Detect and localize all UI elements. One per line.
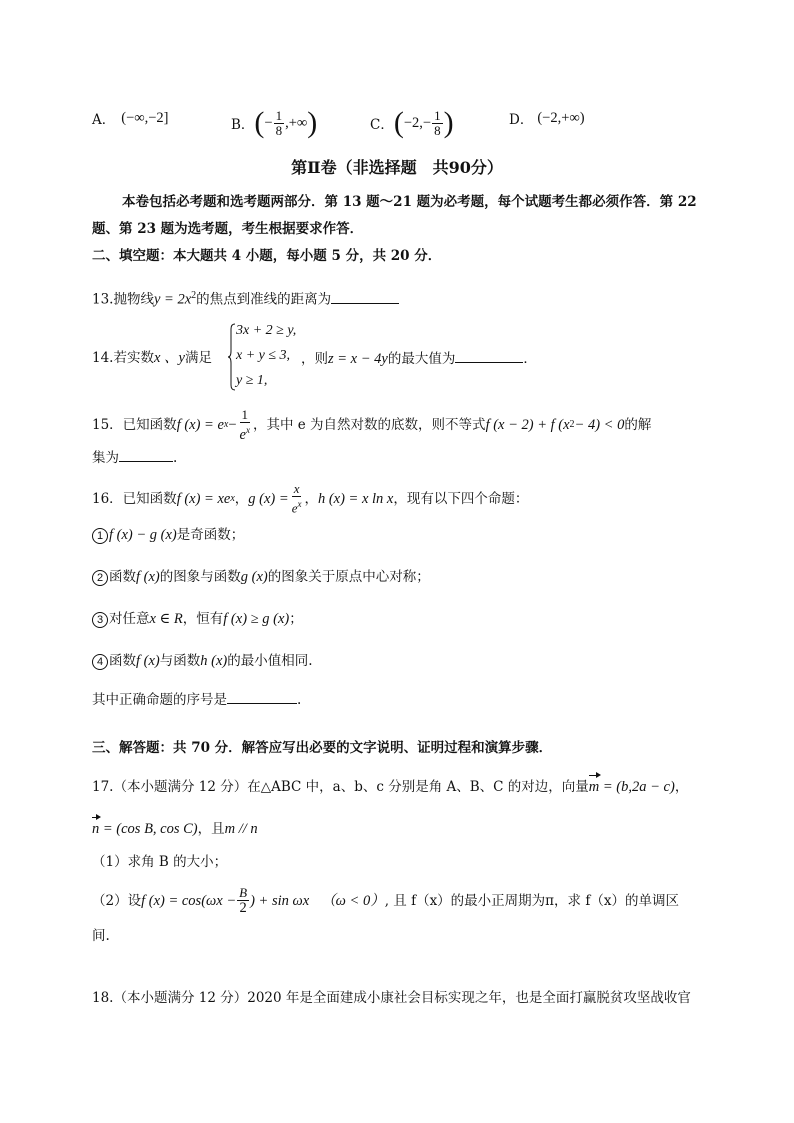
circled-number: 3 xyxy=(92,612,108,628)
question-13: 13.抛物线$y = 2x^2$的焦点到准线的距离为 xyxy=(92,286,399,310)
option-c-fraction: $\frac{1}{8}$ xyxy=(434,107,441,138)
proposition-2: 2 函数f (x)的图象与函数g (x)的图象关于原点中心对称； xyxy=(92,567,430,587)
q15-fraction: $\frac{1}{e^x}$ xyxy=(239,407,250,443)
question-14-lead: 14.若实数x 、y满足 xyxy=(92,350,212,366)
option-c: C． ( −2,− $\frac{1}{8}$ ) xyxy=(370,106,454,139)
option-a-value: (−∞,−2] xyxy=(121,109,169,126)
q17-fraction: $\frac{B}{2}$ xyxy=(239,885,248,916)
question-16-answer: 其中正确命题的序号是 . xyxy=(92,689,301,710)
option-a-label: A． xyxy=(92,112,116,128)
constraint-3: y ≥ 1, xyxy=(236,373,268,388)
question-17: 17.（本小题满分 12 分）在△ABC 中，a、b、c 分别是角 A、B、C 的对边，向量m = (b,2a − c)， xyxy=(92,779,689,795)
proposition-1: 1 f (x) − g (x)是奇函数； xyxy=(92,525,244,545)
fill-in-heading: 二、填空题：本大题共 4 小题，每小题 5 分，共 20 分． xyxy=(92,248,442,264)
constraint-2: x + y ≤ 3, xyxy=(236,348,291,363)
constraint-1: 3x + 2 ≥ y, xyxy=(236,323,297,338)
answer-blank-16 xyxy=(227,689,297,704)
question-17-part-2-line-2: 间. xyxy=(92,928,110,944)
option-b-label: B． xyxy=(231,117,255,133)
option-d-label: D． xyxy=(509,112,534,128)
question-18: 18.（本小题满分 12 分）2020 年是全面建成小康社会目标实现之年，也是全面打赢脱贫攻坚战收官 xyxy=(92,990,691,1006)
answer-blank-13 xyxy=(331,289,399,304)
option-a xyxy=(92,108,169,128)
section-2-intro-line-1: 本卷包括必考题和选考题两部分．第 13 题～21 题为必考题，每个试题考生都必须作答．第 22 xyxy=(122,194,697,210)
option-b-fraction: $\frac{1}{8}$ xyxy=(275,107,283,138)
question-17-part-2: （2）设 f (x) = cos(ωx − $\frac{B}{2}$ ) + sin ωx （ω < 0） , 且 f（x）的最小正周期为π，求 f（x）的单调区 xyxy=(92,885,679,916)
circled-number: 2 xyxy=(92,570,108,586)
question-15: 15．已知函数 f (x) = e x − $\frac{1}{e^x}$ ，其中 e 为自然对数的底数，则不等式 f (x − 2) + f (x 2 − 4) < 0 的解 xyxy=(92,407,652,443)
system-brace xyxy=(228,323,236,391)
circled-number: 4 xyxy=(92,654,108,670)
question-17-part-1: （1）求角 B 的大小； xyxy=(92,854,228,870)
option-c-label: C． xyxy=(370,117,394,133)
proposition-3: 3 对任意x ∈ R，恒有f (x) ≥ g (x)； xyxy=(92,609,303,629)
option-d: D． (−2,+∞) xyxy=(509,109,585,128)
question-15-line-2: 集为 . xyxy=(92,447,177,468)
solution-heading: 三、解答题：共 70 分．解答应写出必要的文字说明、证明过程和演算步骤． xyxy=(92,740,553,756)
answer-blank-14 xyxy=(455,348,523,363)
option-b: B． ( − $\frac{1}{8}$ ,+∞ ) xyxy=(231,106,318,139)
circled-number: 1 xyxy=(92,528,108,544)
answer-blank-15 xyxy=(119,447,173,462)
question-16: 16．已知函数 f (x) = xe x ， g (x) = $\frac{x}{e^x}$ ， h (x) = x ln x ，现有以下四个命题： xyxy=(92,481,529,516)
question-17-line-2: n = (cos B, cos C)，且m // n xyxy=(92,821,258,837)
section-2-title: 第Ⅱ卷（非选择题 共90分） xyxy=(291,158,503,177)
q16-fraction: $\frac{x}{e^x}$ xyxy=(291,481,302,516)
proposition-4: 4 函数f (x)与函数h (x)的最小值相同. xyxy=(92,651,313,671)
question-14-tail: ，则z = x − 4y的最大值为 ． xyxy=(301,348,537,369)
section-2-intro-line-2: 题、第 23 题为选考题，考生根据要求作答． xyxy=(92,221,364,237)
